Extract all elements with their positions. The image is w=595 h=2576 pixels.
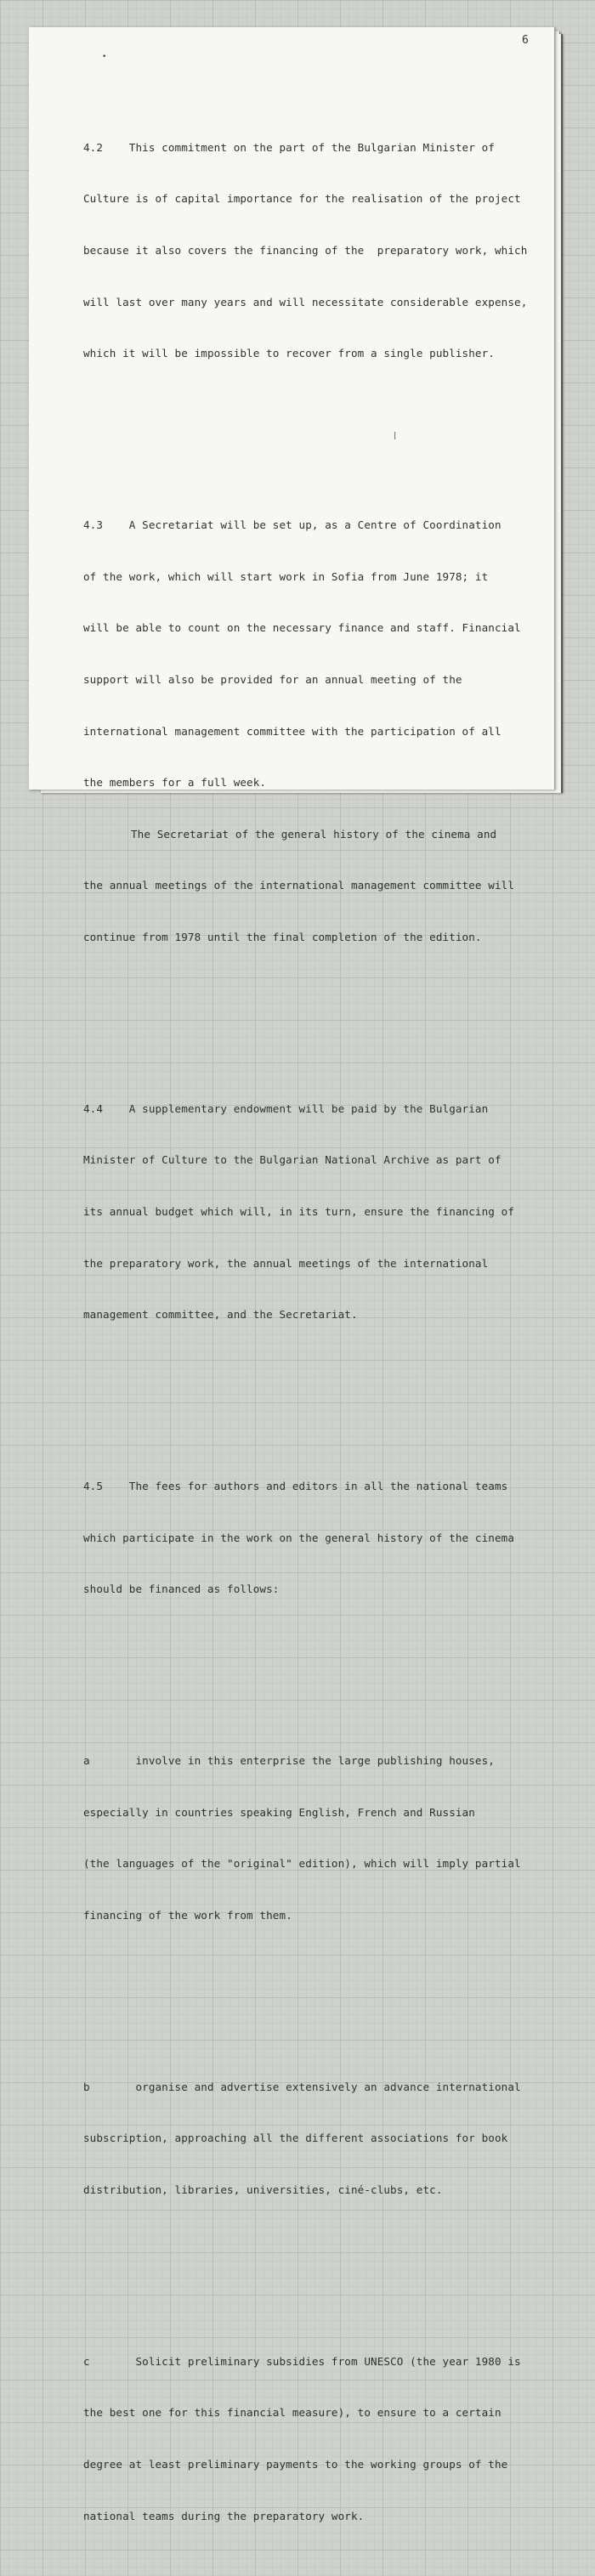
document-body <box>83 71 534 2576</box>
text-line: should be financed as follows: <box>83 1582 280 1596</box>
text-line: will be able to count on the necessary finance and staff. Financial <box>83 621 521 635</box>
text-line: b organise and advertise extensively an advance international <box>83 2080 521 2093</box>
page-number: 6 <box>522 34 529 47</box>
item-c <box>83 2318 534 2559</box>
text-line: (the languages of the "original" edition), which will imply partial <box>83 1857 521 1871</box>
section-4-5 <box>83 1444 534 1633</box>
text-line: The Secretariat of the general history of the cinema and <box>131 827 497 841</box>
text-line: will last over many years and will necessitate considerable expense, <box>83 295 528 309</box>
ink-speck: | <box>393 432 398 440</box>
text-line: Minister of Culture to the Bulgarian National Archive as part of <box>83 1153 502 1167</box>
item-a <box>83 1718 534 1959</box>
text-line: a involve in this enterprise the large publishing houses, <box>83 1754 495 1768</box>
text-line: the members for a full week. <box>83 776 267 790</box>
text-line: subscription, approaching all the different associations for book <box>83 2132 508 2145</box>
text-line: because it also covers the financing of the preparatory work, which <box>83 244 528 258</box>
text-line: distribution, libraries, universities, ciné-clubs, etc. <box>83 2183 443 2196</box>
text-line: national teams during the preparatory work. <box>83 2509 365 2522</box>
text-line: 4.5 The fees for authors and editors in all the national teams <box>83 1480 508 1493</box>
text-line: 4.2 This commitment on the part of the Bulgarian Minister of <box>83 140 495 154</box>
text-line: support will also be provided for an annual meeting of the <box>83 672 462 686</box>
text-line: c Solicit preliminary subsidies from UNESCO (the year 1980 is <box>83 2354 521 2368</box>
text-line: especially in countries speaking English, French and Russian <box>83 1805 475 1819</box>
section-4-2 <box>83 105 534 396</box>
ink-speck: • <box>102 53 107 61</box>
section-4-3 <box>83 483 534 981</box>
item-b <box>83 2044 534 2233</box>
text-line: 4.3 A Secretariat will be set up, as a Centre of Coordination <box>83 518 502 532</box>
section-4-4 <box>83 1066 534 1357</box>
text-line: financing of the work from them. <box>83 1908 292 1922</box>
text-line: of the work, which will start work in Sofia from June 1978; it <box>83 569 489 583</box>
text-line: continue from 1978 until the final completion of the edition. <box>83 930 482 943</box>
text-line: the preparatory work, the annual meetings of the international <box>83 1256 489 1270</box>
text-line: its annual budget which will, in its turn, ensure the financing of <box>83 1205 515 1218</box>
text-line: international management committee with the participation of all <box>83 724 502 738</box>
text-line: which participate in the work on the general history of the cinema <box>83 1531 515 1544</box>
text-line: Culture is of capital importance for the realisation of the project <box>83 192 521 206</box>
text-line: the annual meetings of the international management committee will <box>83 879 515 892</box>
text-line: the best one for this financial measure), to ensure to a certain <box>83 2406 502 2420</box>
text-line: 4.4 A supplementary endowment will be paid by the Bulgarian <box>83 1101 489 1115</box>
text-line: which it will be impossible to recover from a single publisher. <box>83 347 495 360</box>
text-line: management committee, and the Secretariat. <box>83 1308 358 1322</box>
text-line: degree at least preliminary payments to the working groups of the <box>83 2458 508 2471</box>
